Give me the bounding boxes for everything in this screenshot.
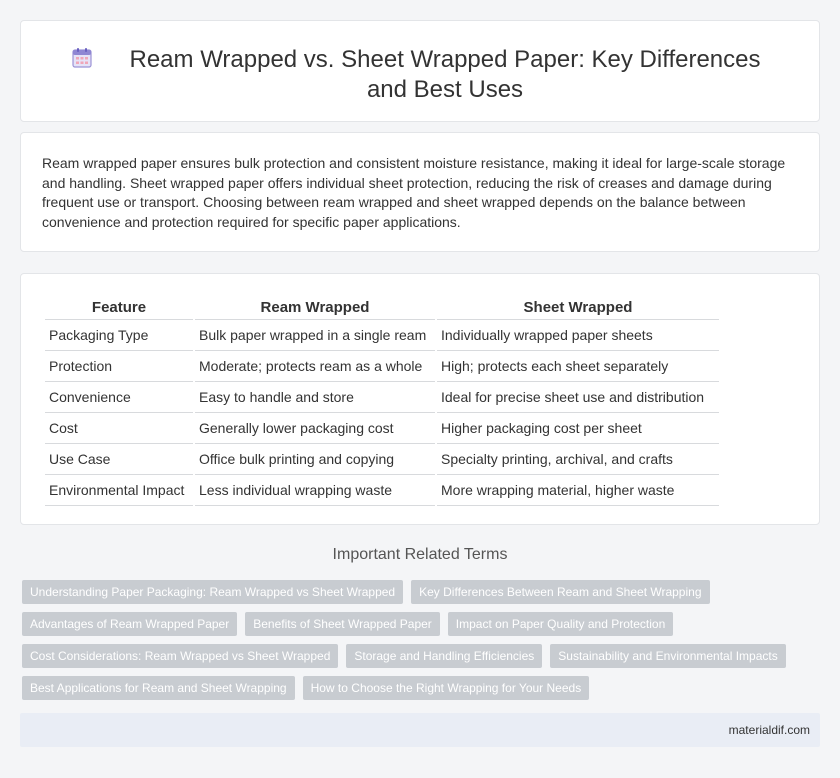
table-cell: Convenience bbox=[45, 382, 193, 413]
table-cell: Generally lower packaging cost bbox=[195, 413, 435, 444]
column-header: Feature bbox=[45, 296, 193, 320]
footer bbox=[20, 713, 820, 747]
table-row bbox=[45, 320, 719, 351]
intro-card bbox=[20, 132, 820, 252]
related-term-tag[interactable]: Cost Considerations: Ream Wrapped vs Sheet Wrapped bbox=[22, 644, 338, 668]
table-cell: Less individual wrapping waste bbox=[195, 475, 435, 506]
table-cell: Protection bbox=[45, 351, 193, 382]
table-row bbox=[45, 413, 719, 444]
related-term-tag[interactable]: How to Choose the Right Wrapping for Your Needs bbox=[303, 676, 590, 700]
page-title: Ream Wrapped vs. Sheet Wrapped Paper: Key Differences and Best Uses bbox=[129, 46, 761, 103]
related-term-tag[interactable]: Understanding Paper Packaging: Ream Wrapped vs Sheet Wrapped bbox=[22, 580, 403, 604]
table-cell: Moderate; protects ream as a whole bbox=[195, 351, 435, 382]
column-header: Sheet Wrapped bbox=[437, 296, 719, 320]
table-cell: Cost bbox=[45, 413, 193, 444]
table-cell: Higher packaging cost per sheet bbox=[437, 413, 719, 444]
footer-site-link[interactable]: materialdif.com bbox=[728, 723, 810, 737]
table-cell: Office bulk printing and copying bbox=[195, 444, 435, 475]
related-term-tag[interactable]: Storage and Handling Efficiencies bbox=[346, 644, 542, 668]
table-header-row bbox=[45, 296, 719, 320]
comparison-card bbox=[20, 273, 820, 525]
column-header: Ream Wrapped bbox=[195, 296, 435, 320]
table-cell: Ideal for precise sheet use and distribution bbox=[437, 382, 719, 413]
table-cell: Easy to handle and store bbox=[195, 382, 435, 413]
table-cell: Specialty printing, archival, and crafts bbox=[437, 444, 719, 475]
related-term-tag[interactable]: Sustainability and Environmental Impacts bbox=[550, 644, 785, 668]
related-term-tag[interactable]: Advantages of Ream Wrapped Paper bbox=[22, 612, 237, 636]
comparison-table bbox=[43, 296, 721, 506]
title-card bbox=[20, 20, 820, 122]
table-cell: Environmental Impact bbox=[45, 475, 193, 506]
table-cell: High; protects each sheet separately bbox=[437, 351, 719, 382]
related-term-tag[interactable]: Impact on Paper Quality and Protection bbox=[448, 612, 673, 636]
table-cell: Use Case bbox=[45, 444, 193, 475]
related-term-tag[interactable]: Best Applications for Ream and Sheet Wrapping bbox=[22, 676, 295, 700]
related-terms-list bbox=[22, 580, 802, 700]
table-cell: Individually wrapped paper sheets bbox=[437, 320, 719, 351]
related-term-tag[interactable]: Key Differences Between Ream and Sheet Wrapping bbox=[411, 580, 709, 604]
related-terms-heading: Important Related Terms bbox=[332, 546, 508, 563]
table-row bbox=[45, 382, 719, 413]
related-term-tag[interactable]: Benefits of Sheet Wrapped Paper bbox=[245, 612, 440, 636]
table-cell: Bulk paper wrapped in a single ream bbox=[195, 320, 435, 351]
intro-paragraph: Ream wrapped paper ensures bulk protection and consistent moisture resistance, making it ideal for large-scale storage and handling. Sheet wrapped paper offers individual sheet protection, reducing the risk of creases and damage during frequent use or transport. Choosing between ream wrapped and sheet wrapped depends on the balance between convenience and protection required for specific paper applications. bbox=[42, 155, 786, 230]
table-cell: Packaging Type bbox=[45, 320, 193, 351]
table-cell: More wrapping material, higher waste bbox=[437, 475, 719, 506]
table-row bbox=[45, 351, 719, 382]
table-row bbox=[45, 444, 719, 475]
table-row bbox=[45, 475, 719, 506]
